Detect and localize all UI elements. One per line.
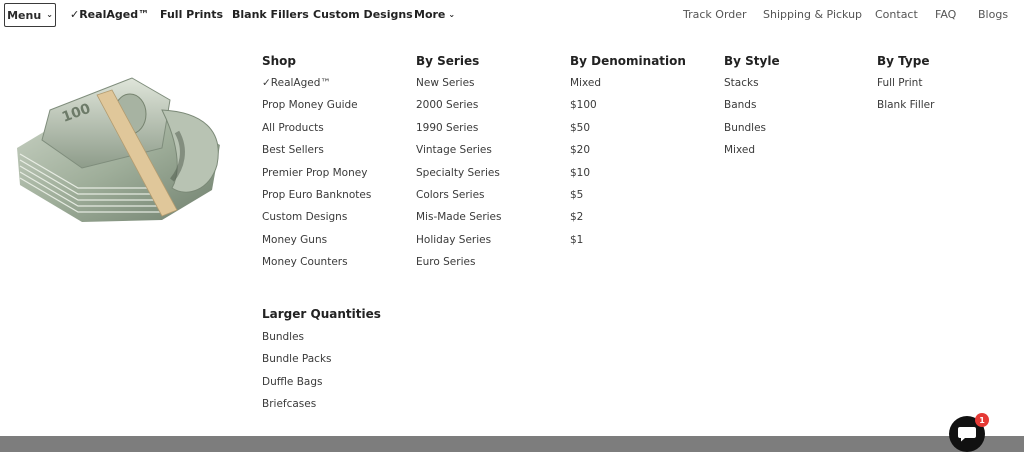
series-item-colors[interactable]: Colors Series [416,188,485,201]
nav-link-faq[interactable]: FAQ [935,8,957,21]
column-title-by-style: By Style [724,54,780,68]
menu-button[interactable] [4,3,56,27]
chat-notification-badge: 1 [975,413,989,427]
shop-item-all-products[interactable]: All Products [262,121,324,134]
denomination-item-mixed[interactable]: Mixed [570,77,601,89]
nav-link-track-order[interactable]: Track Order [683,8,747,21]
menu-column-shop [262,52,371,279]
denomination-item-5[interactable]: $5 [570,188,584,201]
series-item-2000[interactable]: 2000 Series [416,99,479,112]
chevron-down-icon: ⌄ [448,10,456,19]
shop-item-premier-prop-money[interactable]: Premier Prop Money [262,166,368,179]
denomination-item-50[interactable]: $50 [570,121,591,134]
column-title-shop: Shop [262,54,297,68]
shop-item-money-guns[interactable]: Money Guns [262,233,328,246]
top-navigation [0,0,1024,30]
denomination-item-100[interactable]: $100 [570,99,597,112]
menu-column-by-denomination [570,52,686,256]
nav-link-more[interactable] [414,8,455,21]
column-title-by-type: By Type [877,54,930,68]
column-title-by-denomination: By Denomination [570,54,686,68]
nav-link-blank-fillers[interactable]: Blank Fillers [232,8,309,21]
larger-item-briefcases[interactable]: Briefcases [262,398,317,411]
shop-item-prop-euro-banknotes[interactable]: Prop Euro Banknotes [262,188,372,201]
series-item-1990[interactable]: 1990 Series [416,121,479,134]
money-bundle-image [12,70,227,230]
menu-column-by-series [416,52,501,279]
nav-link-shipping-pickup[interactable]: Shipping & Pickup [763,8,863,21]
nav-link-realaged[interactable]: ✓RealAged™ [70,8,150,21]
style-item-stacks[interactable]: Stacks [724,77,759,89]
shop-item-custom-designs[interactable]: Custom Designs [262,211,348,224]
series-item-euro[interactable]: Euro Series [416,256,476,269]
series-item-new[interactable]: New Series [416,77,475,89]
larger-item-bundle-packs[interactable]: Bundle Packs [262,353,332,366]
menu-column-by-type [877,52,934,122]
nav-more-label: More [414,8,446,21]
denomination-item-10[interactable]: $10 [570,166,591,179]
footer-bar [0,436,1024,452]
type-item-blank-filler[interactable]: Blank Filler [877,99,935,112]
shop-item-money-counters[interactable]: Money Counters [262,256,348,269]
denomination-item-1[interactable]: $1 [570,233,584,246]
chevron-down-icon: ⌄ [46,9,53,19]
denomination-item-2[interactable]: $2 [570,211,584,224]
svg-text:100: 100 [59,100,93,126]
shop-item-prop-money-guide[interactable]: Prop Money Guide [262,99,358,112]
nav-link-blogs[interactable]: Blogs [978,8,1009,21]
larger-item-bundles[interactable]: Bundles [262,331,305,343]
style-item-bundles[interactable]: Bundles [724,121,767,134]
nav-link-contact[interactable]: Contact [875,8,918,21]
column-title-larger-quantities: Larger Quantities [262,307,381,321]
menu-label: Menu [7,8,42,22]
style-item-mixed[interactable]: Mixed [724,144,755,157]
menu-column-by-style [724,52,780,167]
series-item-holiday[interactable]: Holiday Series [416,233,492,246]
denomination-item-20[interactable]: $20 [570,144,591,157]
menu-column-larger-quantities [262,305,381,421]
column-title-by-series: By Series [416,54,480,68]
series-item-specialty[interactable]: Specialty Series [416,166,500,179]
series-item-vintage[interactable]: Vintage Series [416,144,492,157]
nav-link-full-prints[interactable]: Full Prints [160,8,224,21]
type-item-full-print[interactable]: Full Print [877,77,923,89]
shop-item-realaged[interactable]: ✓RealAged™ [262,77,331,89]
nav-link-custom-designs[interactable]: Custom Designs [313,8,413,21]
larger-item-duffle-bags[interactable]: Duffle Bags [262,375,323,388]
shop-item-best-sellers[interactable]: Best Sellers [262,144,324,157]
series-item-mis-made[interactable]: Mis-Made Series [416,211,502,224]
chat-bubble-icon [957,425,977,443]
style-item-bands[interactable]: Bands [724,99,757,112]
